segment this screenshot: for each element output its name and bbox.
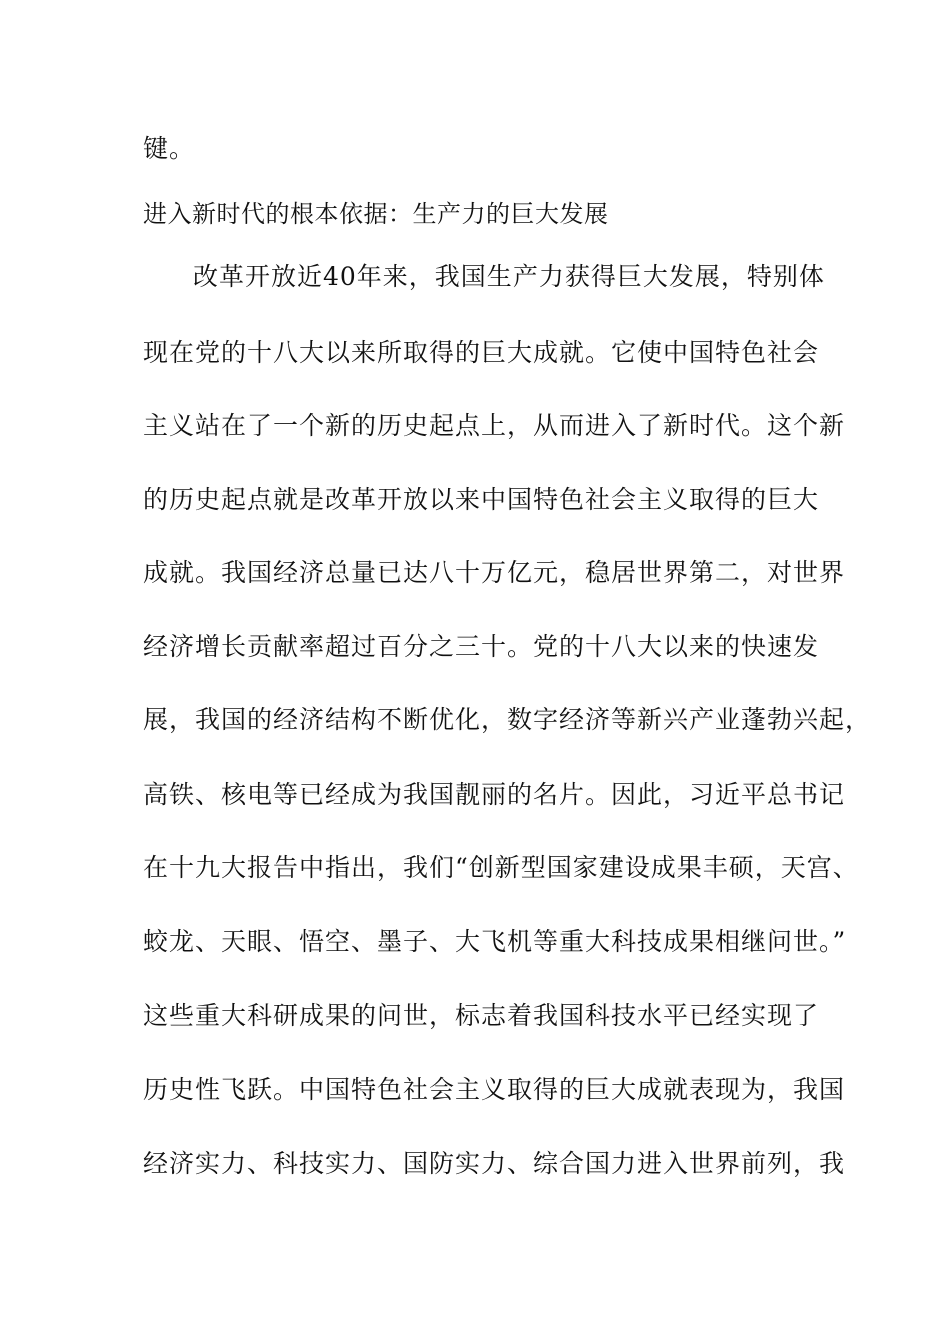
paragraph-line-6: 经济增长贡献率超过百分之三十。党的十八大以来的快速发 bbox=[143, 632, 820, 661]
paragraph-line-8: 高铁、核电等已经成为我国靓丽的名片。因此，习近平总书记 bbox=[143, 780, 846, 809]
section-heading: 进入新时代的根本依据：生产力的巨大发展 bbox=[143, 200, 609, 228]
paragraph-line-12: 历史性飞跃。中国特色社会主义取得的巨大成就表现为，我国 bbox=[143, 1075, 846, 1104]
paragraph-line-10: 蛟龙、天眼、悟空、墨子、大飞机等重大科技成果相继问世。” bbox=[143, 927, 847, 956]
paragraph-line-4: 的历史起点就是改革开放以来中国特色社会主义取得的巨大 bbox=[143, 485, 820, 514]
paragraph-line-7: 展，我国的经济结构不断优化，数字经济等新兴产业蓬勃兴起， bbox=[143, 705, 872, 734]
paragraph-line-5: 成就。我国经济总量已达八十万亿元，稳居世界第二，对世界 bbox=[143, 558, 846, 587]
text-line-continuation: 键。 bbox=[143, 134, 196, 163]
paragraph-line-1: 改革开放近40年来，我国生产力获得巨大发展，特别体 bbox=[193, 262, 825, 291]
paragraph-line-2: 现在党的十八大以来所取得的巨大成就。它使中国特色社会 bbox=[143, 338, 820, 367]
paragraph-line-11: 这些重大科研成果的问世，标志着我国科技水平已经实现了 bbox=[143, 1001, 820, 1030]
paragraph-line-13: 经济实力、科技实力、国防实力、综合国力进入世界前列，我 bbox=[143, 1149, 846, 1178]
paragraph-line-9: 在十九大报告中指出，我们“创新型国家建设成果丰硕，天宫、 bbox=[143, 853, 859, 882]
paragraph-line-3: 主义站在了一个新的历史起点上，从而进入了新时代。这个新 bbox=[143, 411, 846, 440]
